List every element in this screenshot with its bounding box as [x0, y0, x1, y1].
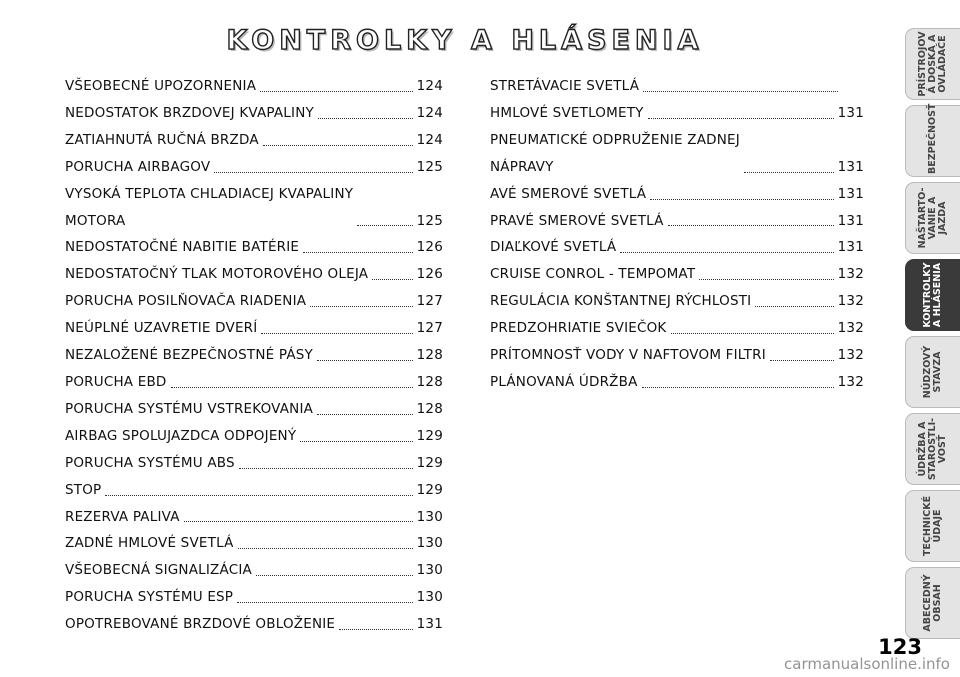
dot-leader [261, 332, 412, 334]
toc-entry-page: 125 [416, 158, 443, 175]
toc-entry-title: NEDOSTATOČNÉ NABITIE BATÉRIE [65, 239, 300, 256]
section-tab[interactable] [905, 28, 960, 100]
toc-entry-page: 128 [416, 347, 443, 364]
toc-entry-title: PORUCHA AIRBAGOV [65, 158, 211, 175]
toc-entry-page: 131 [837, 158, 864, 175]
toc-entry[interactable] [65, 181, 443, 235]
toc-entry[interactable] [490, 181, 864, 208]
toc-entry-title: STOP [65, 481, 102, 498]
dot-leader [238, 547, 413, 549]
toc-entry[interactable] [490, 100, 864, 127]
dot-leader [372, 278, 412, 280]
dot-leader [310, 305, 412, 307]
toc-entry-title: PORUCHA SYSTÉMU ABS [65, 454, 235, 471]
dot-leader [744, 171, 834, 173]
dot-leader [317, 359, 413, 361]
toc-entry-page: 124 [416, 131, 443, 148]
toc-entry[interactable] [65, 127, 443, 154]
toc-entry[interactable] [490, 342, 864, 369]
toc-entry[interactable] [65, 100, 443, 127]
toc-entry[interactable] [490, 208, 864, 235]
toc-entry-title: NEDOSTATOK BRZDOVEJ KVAPALINY [65, 104, 314, 121]
dot-leader [214, 171, 412, 173]
toc-entry-title: REGULÁCIA KONŠTANTNEJ RÝCHLOSTI [490, 293, 752, 310]
toc-entry[interactable] [490, 127, 864, 181]
dot-leader [105, 494, 412, 496]
section-tab-label: NÚDZOVÝ STAVZA [922, 345, 943, 399]
toc-entry-title: CRUISE CONROL - TEMPOMAT [490, 266, 696, 283]
toc-entry-page: 130 [416, 508, 443, 525]
dot-leader [300, 440, 412, 442]
section-tab-label: PRÍSTROJOV Á DOSKA A OVLÁDAČE [917, 31, 948, 97]
toc-entry-page: 129 [416, 427, 443, 444]
toc-entry-title: VYSOKÁ TEPLOTA CHLADIACEJ KVAPALINY MOTORA [65, 185, 354, 229]
toc-entry-title: NEÚPLNÉ UZAVRETIE DVERÍ [65, 320, 258, 337]
toc-entry[interactable] [490, 315, 864, 342]
toc-entry-title: PORUCHA EBD [65, 373, 167, 390]
toc-entry[interactable] [65, 234, 443, 261]
toc-entry-page: 132 [837, 347, 864, 364]
toc-entry-title: REZERVA PALIVA [65, 508, 180, 525]
toc-entry-page: 131 [837, 104, 864, 121]
watermark: carmanualsonline.info [784, 655, 950, 673]
toc-entry[interactable] [65, 504, 443, 531]
toc-entry[interactable] [65, 477, 443, 504]
toc-entry[interactable] [65, 611, 443, 638]
toc-entry-page: 132 [837, 266, 864, 283]
toc-entry-page: 126 [416, 239, 443, 256]
toc-entry-page: 124 [416, 104, 443, 121]
dot-leader [620, 251, 833, 253]
toc-entry-page: 130 [416, 589, 443, 606]
dot-leader [239, 467, 413, 469]
dot-leader [318, 117, 413, 119]
toc-entry[interactable] [65, 342, 443, 369]
dot-leader [339, 628, 412, 630]
toc-entry-page: 132 [837, 293, 864, 310]
page-number: 123 [878, 635, 922, 659]
section-tab[interactable] [905, 490, 960, 562]
toc-entry-title: PRÍTOMNOSŤ VODY V NAFTOVOM FILTRI [490, 347, 766, 364]
dot-leader [260, 90, 412, 92]
toc-entry-page: 129 [416, 454, 443, 471]
toc-entry-page: 127 [416, 320, 443, 337]
toc-entry-title: PORUCHA POSILŇOVAČA RIADENIA [65, 293, 307, 310]
dot-leader [184, 520, 413, 522]
toc-entry-title: HMLOVÉ SVETLOMETY [490, 104, 644, 121]
toc-entry-title: AIRBAG SPOLUJAZDCA ODPOJENÝ [65, 427, 297, 444]
dot-leader [770, 359, 834, 361]
toc-entry[interactable] [65, 396, 443, 423]
toc-entry-title: PRAVÉ SMEROVÉ SVETLÁ [490, 212, 664, 229]
toc-entry-page: 130 [416, 562, 443, 579]
dot-leader [256, 574, 413, 576]
section-tab-label: KONTROLKY A HLÁSENIA [922, 262, 943, 328]
dot-leader [643, 90, 838, 92]
toc-entry[interactable] [65, 369, 443, 396]
dot-leader [755, 305, 833, 307]
dot-leader [171, 386, 413, 388]
toc-entry-page: 131 [416, 616, 443, 633]
toc-entry-page: 129 [416, 481, 443, 498]
toc-entry-title: NEZALOŽENÉ BEZPEČNOSTNÉ PÁSY [65, 347, 314, 364]
page-title: KONTROLKY A HLÁSENIA [226, 25, 704, 56]
toc-entry-title: VŠEOBECNÉ UPOZORNENIA [65, 78, 257, 94]
section-tab[interactable] [905, 336, 960, 408]
toc-entry[interactable] [490, 261, 864, 288]
dot-leader [668, 224, 834, 226]
toc-entry-title: PLÁNOVANÁ ÚDRŽBA [490, 373, 638, 390]
toc-entry[interactable] [490, 288, 864, 315]
section-tab[interactable] [905, 259, 960, 331]
toc-entry-title: ZATIAHNUTÁ RUČNÁ BRZDA [65, 131, 259, 148]
dot-leader [357, 224, 412, 226]
toc-entry-page: 126 [416, 266, 443, 283]
toc-entry[interactable] [65, 261, 443, 288]
toc-entry[interactable] [65, 557, 443, 584]
toc-entry[interactable] [65, 154, 443, 181]
toc-entry[interactable] [65, 288, 443, 315]
dot-leader [317, 413, 413, 415]
dot-leader [263, 144, 413, 146]
toc-entry-title: ZADNÉ HMLOVÉ SVETLÁ [65, 535, 234, 552]
toc-entry-page: 131 [837, 212, 864, 229]
toc-entry-page: 128 [416, 373, 443, 390]
dot-leader [671, 332, 834, 334]
toc-entry-title: STRETÁVACIE SVETLÁ [490, 78, 640, 94]
toc-entry-title: PNEUMATICKÉ ODPRUŽENIE ZADNEJ NÁPRAVY [490, 131, 740, 175]
toc-entry[interactable] [65, 530, 443, 557]
toc-entry-page: 127 [416, 293, 443, 310]
toc-entry-page: 132 [837, 320, 864, 337]
toc-entry-page: 132 [837, 373, 864, 390]
toc-entry[interactable] [490, 369, 864, 396]
section-tab-label: ÚDRŽBA A STAROSTLI- VOSŤ [917, 417, 948, 481]
section-tab-label: ABECEDNÝ OBSAH [922, 574, 943, 632]
toc-right-column [490, 73, 864, 396]
section-tabs [905, 28, 960, 644]
toc-entry-page: 130 [416, 535, 443, 552]
toc-entry[interactable] [65, 315, 443, 342]
toc-entry[interactable] [65, 450, 443, 477]
toc-entry[interactable] [490, 73, 864, 100]
dot-leader [699, 278, 833, 280]
dot-leader [303, 251, 412, 253]
toc-entry[interactable] [65, 584, 443, 611]
dot-leader [237, 601, 412, 603]
toc-left-column [65, 73, 443, 638]
toc-entry[interactable] [490, 234, 864, 261]
toc-entry-page: 128 [416, 400, 443, 417]
toc-entry-page: 131 [837, 239, 864, 256]
dot-leader [642, 386, 834, 388]
section-tab[interactable] [905, 182, 960, 254]
toc-entry[interactable] [65, 73, 443, 100]
section-tab[interactable] [905, 567, 960, 639]
section-tab-label: NAŠTARTO- VANIE A JAZDA [917, 187, 948, 249]
toc-entry-title: PORUCHA SYSTÉMU VSTREKOVANIA [65, 400, 314, 417]
toc-entry-title: NEDOSTATOČNÝ TLAK MOTOROVÉHO OLEJA [65, 266, 369, 283]
toc-entry-title: DIAĽKOVÉ SVETLÁ [490, 239, 617, 256]
toc-entry-page: 124 [416, 78, 443, 94]
section-tab-label: TECHNICKÉ ÚDAJE [922, 495, 943, 557]
section-tab-label: BEZPEČNOSŤ [927, 103, 938, 174]
dot-leader [650, 198, 833, 200]
section-tab[interactable] [905, 413, 960, 485]
toc-entry-title: PREDZOHRIATIE SVIEČOK [490, 320, 667, 337]
toc-entry-page: 125 [416, 212, 443, 229]
toc-entry-title: AVÉ SMEROVÉ SVETLÁ [490, 185, 647, 202]
dot-leader [648, 117, 834, 119]
toc-entry-title: VŠEOBECNÁ SIGNALIZÁCIA [65, 562, 252, 579]
toc-entry[interactable] [65, 423, 443, 450]
toc-entry-page: 131 [837, 185, 864, 202]
toc-entry-title: OPOTREBOVANÉ BRZDOVÉ OBLOŽENIE [65, 616, 336, 633]
section-tab[interactable] [905, 105, 960, 177]
toc-entry-title: PORUCHA SYSTÉMU ESP [65, 589, 234, 606]
